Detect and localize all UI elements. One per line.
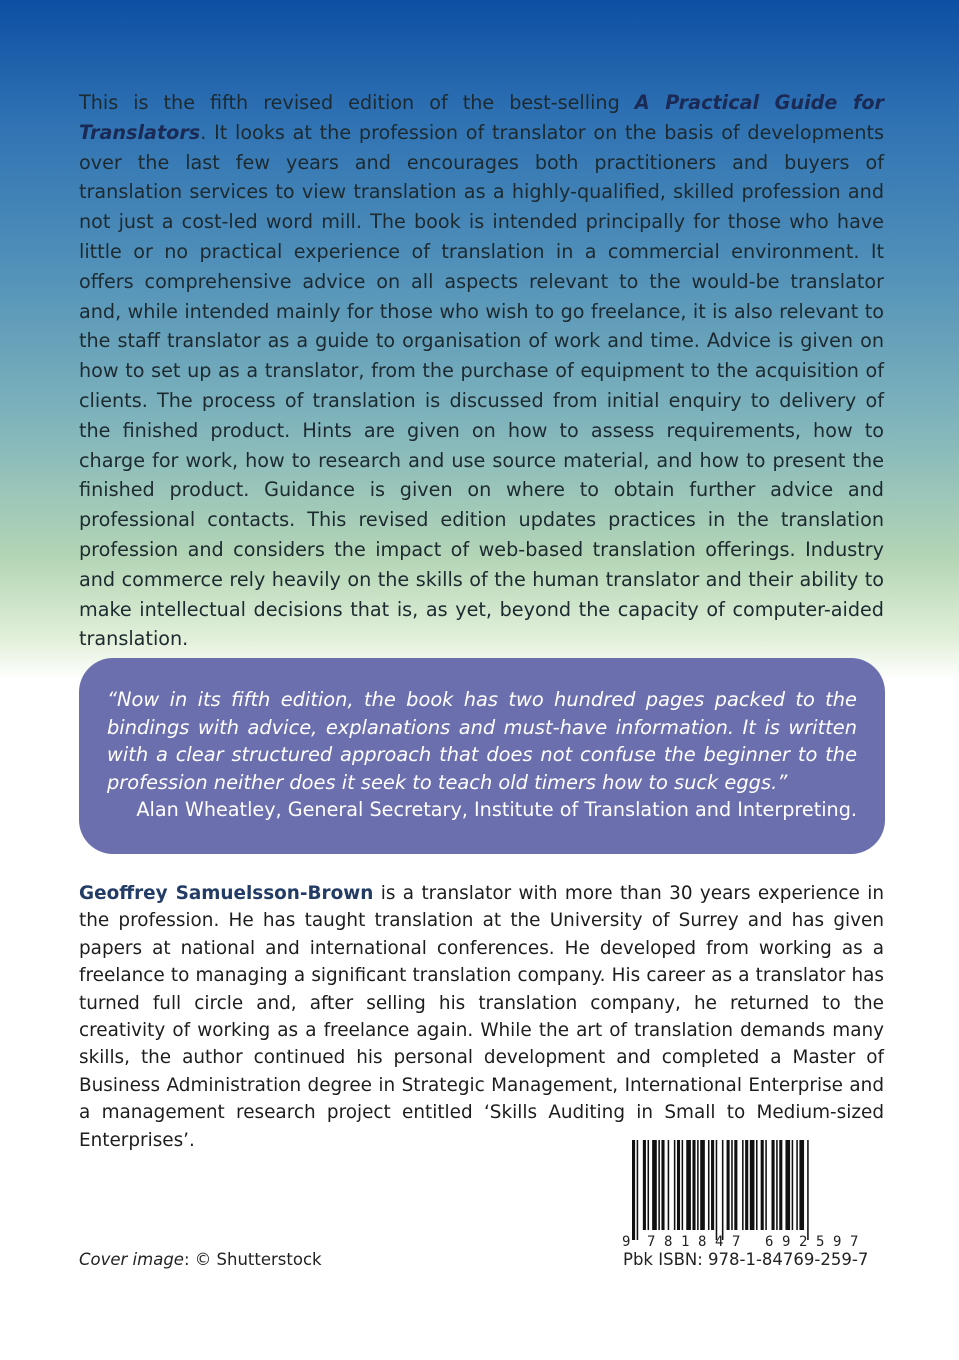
barcode-bar — [668, 1140, 670, 1230]
barcode-digit: 4 — [715, 1234, 724, 1250]
barcode-bar — [776, 1140, 778, 1230]
barcode-digit: 2 — [799, 1234, 808, 1250]
barcode-digit: 7 — [732, 1234, 741, 1250]
barcode-bar — [632, 1140, 635, 1240]
barcode-bar — [637, 1140, 639, 1240]
barcode-bar — [796, 1140, 798, 1230]
barcode-bar — [807, 1140, 809, 1240]
quote-attribution: Alan Wheatley, General Secretary, Institute of Translation and Interpreting. — [136, 798, 857, 821]
blurb-body: . It looks at the profession of translator on the basis of developments over the last few years and encourages both practitioners and buyers of translation services to view translation as a highly-qualified, skilled profession and not just a cost-led word mill. The book is intended principally for those who have little or no practical experience of translation in a commercial environment. It offers comprehensive advice on all aspects relevant to the would-be translator and, while intended mainly for those who wish to go freelance, it is also relevant to the staff translator as a guide to organisation of work and time. Advice is given on how to set up as a translator, from the purchase of equipment to the acquisition of clients. The process of translation is discussed from initial enquiry to delivery of the finished product. Hints are given on how to assess requirements, how to charge for work, how to research and use source material, and how to present the finished product. Guidance is given on where to obtain further advice and professional contacts. This revised edition updates practices in the translation profession and considers the impact of web-based translation offerings. Industry and commerce rely heavily on the skills of the human translator and their ability to make intellectual decisions that is, as yet, beyond the capacity of computer-aided translation. — [79, 120, 884, 651]
barcode-bar — [643, 1140, 646, 1230]
barcode-bar — [727, 1140, 730, 1230]
barcode-bar — [711, 1140, 714, 1230]
barcode-bar — [674, 1140, 676, 1230]
barcode-digit: 8 — [698, 1234, 707, 1250]
barcode-digits — [622, 1234, 858, 1250]
barcode-digit: 7 — [850, 1234, 859, 1250]
barcode-digit: 1 — [681, 1234, 690, 1250]
book-title: A Practical Guide for Translators — [79, 91, 884, 144]
barcode-bar — [756, 1140, 758, 1230]
cover-credit — [79, 1250, 322, 1269]
isbn-label: Pbk ISBN: 978-1-84769-259-7 — [623, 1250, 869, 1269]
barcode-bar — [779, 1140, 782, 1230]
barcode-bar — [722, 1140, 724, 1240]
barcode-digit: 9 — [782, 1234, 791, 1250]
barcode-bar — [661, 1140, 664, 1230]
barcode-digit: 7 — [647, 1234, 656, 1250]
barcode-bar — [686, 1140, 691, 1230]
barcode-bar — [772, 1140, 775, 1230]
barcode-bar — [785, 1140, 790, 1230]
barcode-bars — [632, 1140, 809, 1240]
blurb-paragraph — [79, 88, 884, 654]
blurb-intro: This is the fifth revised edition of the best-selling — [79, 91, 635, 114]
barcode-bar — [692, 1140, 695, 1230]
barcode-bar — [697, 1140, 699, 1230]
barcode — [620, 1140, 884, 1250]
barcode-digit: 9 — [622, 1234, 631, 1250]
cover-image-label: Cover image — [79, 1250, 184, 1269]
barcode-digit: 9 — [833, 1234, 842, 1250]
quote-text: “Now in its fifth edition, the book has two hundred pages packed to the bindings with advice, explanations and must-have information. It is written with a clear structured approach that does not confuse the beginner to the profession neither does it seek to teach old timers how to suck eggs.” — [107, 688, 857, 794]
barcode-bar — [734, 1140, 737, 1230]
barcode-bar — [658, 1140, 660, 1230]
author-name: Geoffrey Samuelsson-Brown — [79, 883, 374, 904]
barcode-bar — [700, 1140, 705, 1230]
barcode-bar — [750, 1140, 755, 1230]
barcode-bar — [761, 1140, 764, 1230]
barcode-bar — [742, 1140, 744, 1230]
barcode-digit: 8 — [664, 1234, 673, 1250]
barcode-bar — [652, 1140, 657, 1230]
barcode-bar — [682, 1140, 684, 1230]
barcode-bar — [731, 1140, 733, 1230]
quote-box — [79, 658, 885, 854]
barcode-bar — [745, 1140, 748, 1230]
barcode-bar — [799, 1140, 804, 1230]
barcode-bar — [708, 1140, 710, 1230]
barcode-digit: 6 — [765, 1234, 774, 1250]
barcode-bar — [648, 1140, 650, 1230]
bio-text: is a translator with more than 30 years experience in the profession. He has taught translation at the University of Surrey and has given papers at national and international conferences. He developed from working as a freelance to managing a significant translation company. His career as a translator has turned full circle and, after selling his translation company, he returned to the creativity of working as a freelance again. While the art of translation demands many skills, the author continued his personal development and completed a Master of Business Administration degree in Strategic Management, International Enterprise and a management research project entitled ‘Skills Auditing in Small to Medium-sized Enterprises’. — [79, 883, 884, 1151]
barcode-bar — [677, 1140, 680, 1230]
author-bio — [79, 880, 884, 1154]
barcode-bar — [765, 1140, 767, 1230]
barcode-digit: 5 — [816, 1234, 825, 1250]
cover-credit-text: : © Shutterstock — [183, 1250, 322, 1269]
barcode-bar — [716, 1140, 718, 1240]
barcode-bar — [792, 1140, 794, 1230]
